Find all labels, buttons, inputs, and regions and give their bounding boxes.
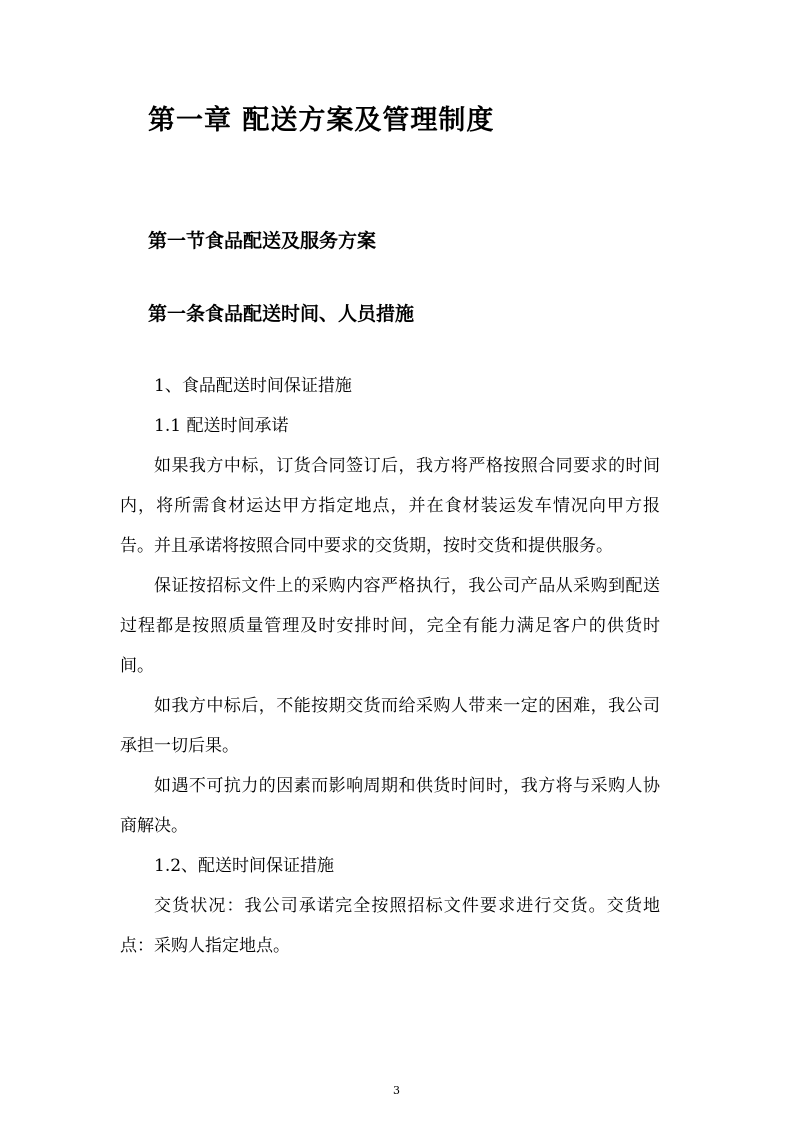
paragraph: 如遇不可抗力的因素而影响周期和供货时间时，我方将与采购人协商解决。 <box>120 776 660 836</box>
page-number: 3 <box>393 1084 400 1097</box>
paragraph: 如果我方中标，订货合同签订后，我方将严格按照合同要求的时间内，将所需食材运达甲方指定地点，并在食材装运发车情况向甲方报告。并且承诺将按照合同中要求的交货期，按时交货和提供服务。 <box>120 456 660 556</box>
paragraph-item-heading: 1、食品配送时间保证措施 <box>154 376 352 396</box>
paragraph: 保证按招标文件上的采购内容严格执行，我公司产品从采购到配送过程都是按照质量管理及时安排时间，完全有能力满足客户的供货时间。 <box>120 576 660 676</box>
section-title: 第一节食品配送及服务方案 <box>148 230 377 252</box>
paragraph: 如我方中标后，不能按期交货而给采购人带来一定的困难，我公司承担一切后果。 <box>120 696 660 756</box>
paragraph-subheading: 1.1 配送时间承诺 <box>154 416 289 436</box>
body-text <box>120 366 660 966</box>
paragraph-subheading: 1.2、配送时间保证措施 <box>154 856 335 876</box>
article-title: 第一条食品配送时间、人员措施 <box>148 303 415 325</box>
paragraph: 交货状况：我公司承诺完全按照招标文件要求进行交货。交货地点：采购人指定地点。 <box>120 896 660 956</box>
chapter-title: 第一章 配送方案及管理制度 <box>148 105 495 136</box>
